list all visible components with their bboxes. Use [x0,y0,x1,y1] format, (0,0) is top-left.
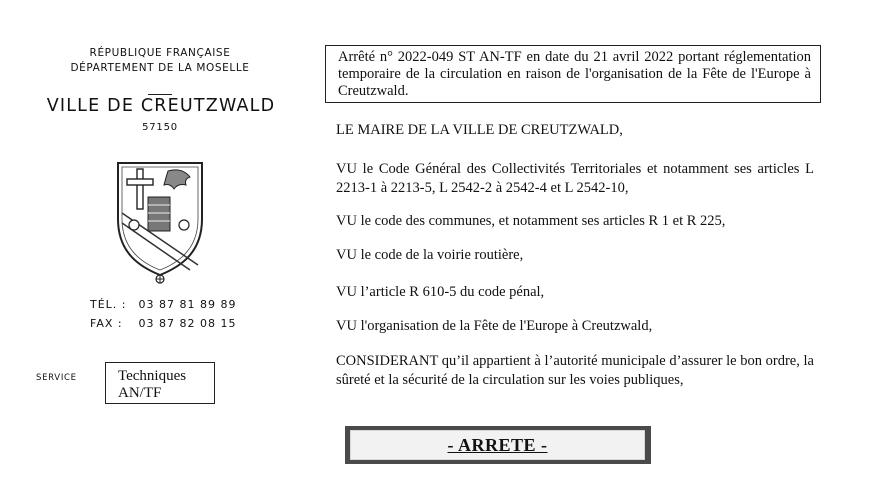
department-label: DÉPARTEMENT DE LA MOSELLE [70,62,250,74]
service-line-2: AN/TF [118,385,162,401]
service-line-1: Techniques [118,368,187,384]
phone-label: TÉL. : [90,298,127,311]
contact-block [90,295,236,333]
recital-cgct: VU le Code Général des Collectivités Territoriales et notamment ses articles L 2213-1 à 2213-5, L 2542-2 à 2542-4 et L 2542-10, [336,161,814,196]
decision-heading: - ARRETE - [447,434,548,455]
letterhead-header [60,46,260,76]
decision-banner [345,426,651,464]
phone-row [90,295,236,314]
fax-number: 03 87 82 08 15 [138,317,237,330]
fax-label: FAX : [90,317,123,330]
recital-fete: VU l'organisation de la Fête de l'Europe à Creutzwald, [336,318,653,334]
service-box [105,362,215,404]
town-name: VILLE DE CREUTZWALD [46,96,276,116]
letterhead [0,0,320,488]
postcode: 57150 [142,122,178,133]
mayor-heading: LE MAIRE DE LA VILLE DE CREUTZWALD, [336,122,623,138]
coat-of-arms-icon [110,157,210,287]
recital-voirie: VU le code de la voirie routière, [336,247,524,263]
phone-number: 03 87 81 89 89 [138,298,237,311]
decree-title: Arrêté n° 2022-049 ST AN-TF en date du 21 avril 2022 portant réglementation temporaire de la circulation en raison de l'organisation de la Fête de l'Europe à Creutzwald. [325,45,821,103]
considerant: CONSIDERANT qu’il appartient à l’autorité municipale d’assurer le bon ordre, la sûreté et la sécurité de la circulation sur les voies publiques, [336,353,814,388]
republic-label: RÉPUBLIQUE FRANÇAISE [89,47,231,59]
decision-banner-inner [350,430,645,460]
divider [148,94,172,95]
recital-code-communes: VU le code des communes, et notamment ses articles R 1 et R 225, [336,213,726,229]
fax-row [90,314,236,333]
recital-code-penal: VU l’article R 610-5 du code pénal, [336,284,545,300]
service-label: SERVICE [36,373,77,383]
